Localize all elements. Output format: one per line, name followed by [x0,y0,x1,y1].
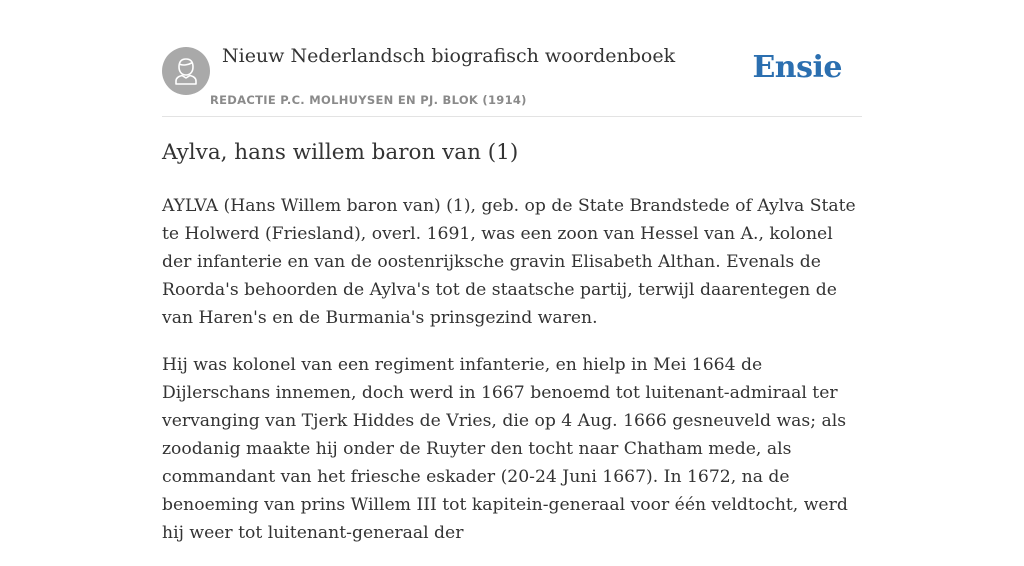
article-paragraph-1: AYLVA (Hans Willem baron van) (1), geb. op de State Brandstede of Aylva State te Holwerd (Friesland), overl. 1691, was een zoon van Hessel van A., kolonel der infanterie en van de oostenrijksche gravin Elisabeth Althan. Evenals de Roorda's behoorden de Aylva's tot de staatsche partij, terwijl daarentegen de van Haren's en de Burmania's prinsgezind waren. [162,196,856,328]
book-title[interactable]: Nieuw Nederlandsch biografisch woordenboek [222,45,676,67]
ensie-logo[interactable]: Ensie [752,50,842,85]
book-editors: REDACTIE P.C. MOLHUYSEN EN PJ. BLOK (1914) [210,93,527,107]
user-placeholder-icon [162,47,210,95]
header [162,0,862,117]
article-body [162,192,864,566]
article-title: Aylva, hans willem baron van (1) [162,140,519,165]
article-paragraph-2: Hij was kolonel van een regiment infanterie, en hielp in Mei 1664 de Dijlerschans innemen, doch werd in 1667 benoemd tot luitenant-admiraal ter vervanging van Tjerk Hiddes de Vries, die op 4 Aug. 1666 gesneuveld was; als zoodanig maakte hij onder de Ruyter den tocht naar Chatham mede, als commandant van het friesche eskader (20-24 Juni 1667). In 1672, na de benoeming van prins Willem III tot kapitein-generaal voor één veldtocht, werd hij weer tot luitenant-generaal der [162,355,848,543]
